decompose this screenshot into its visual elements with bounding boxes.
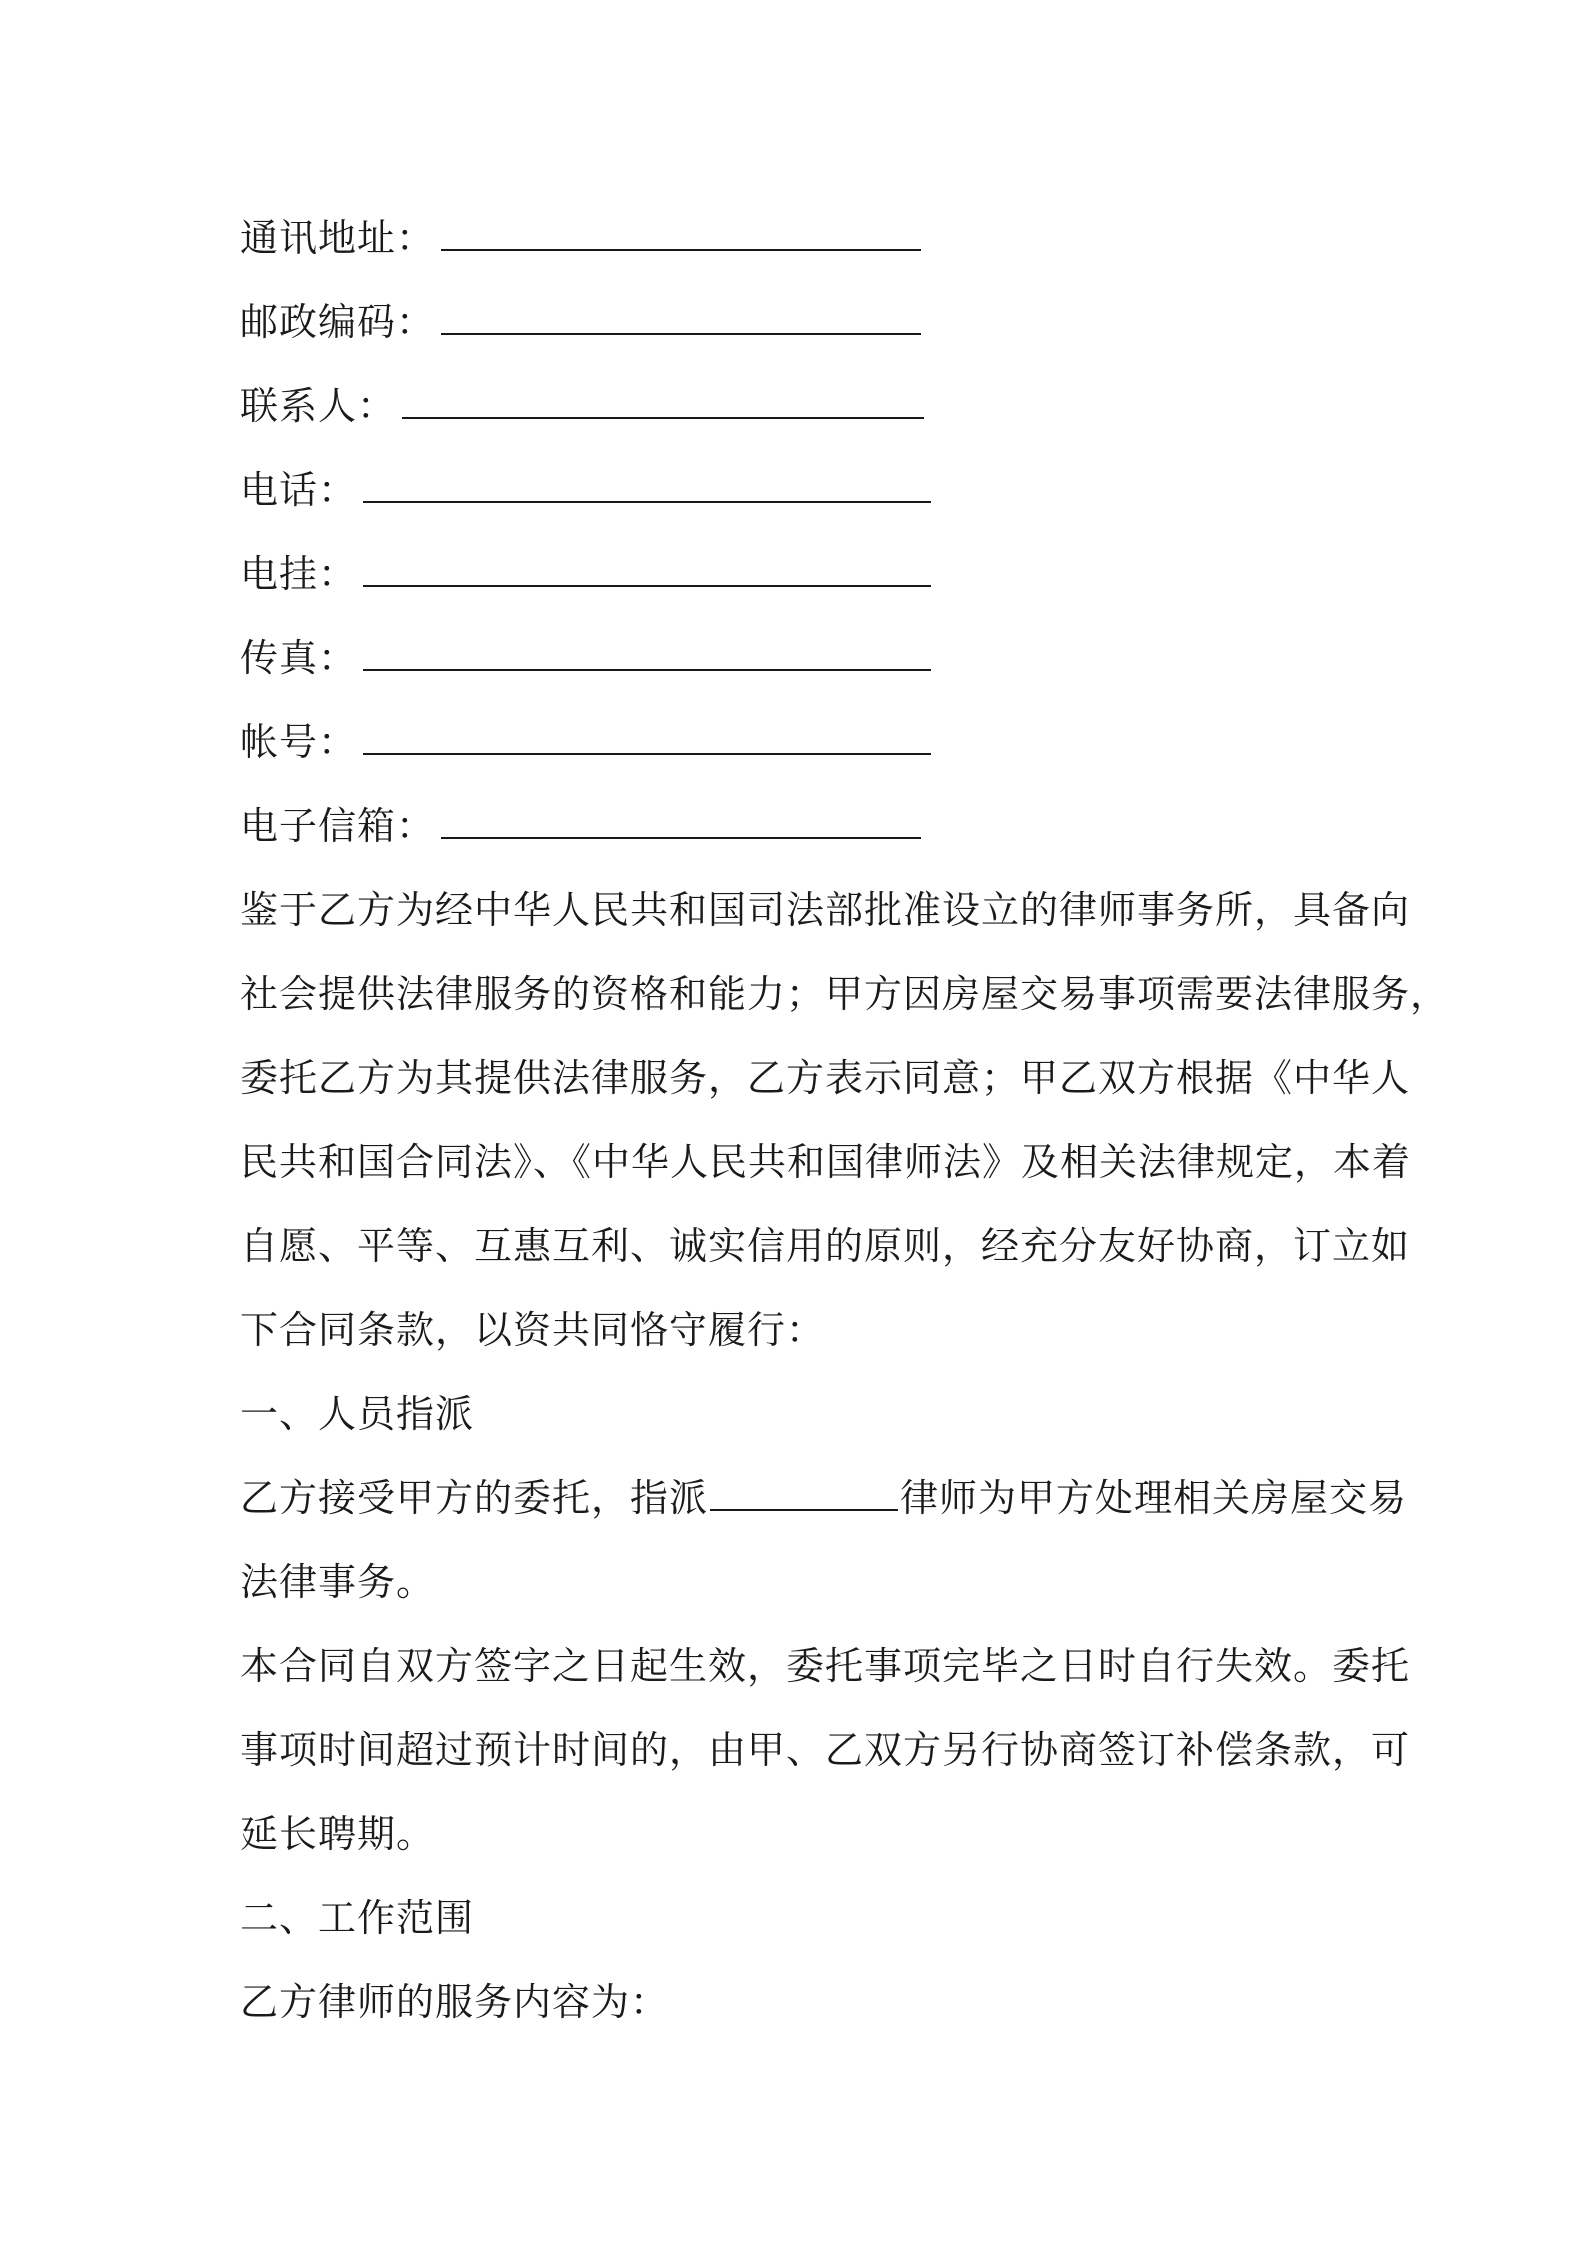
field-label: 邮政编码： <box>240 300 436 344</box>
text-line: 延长聘期。 <box>240 1812 436 1856</box>
assignment-line <box>240 1456 1408 1540</box>
field-address <box>240 196 1360 280</box>
text-line: 自愿、平等、互惠互利、诚实信用的原则，经充分友好协商，订立如 <box>240 1224 1411 1268</box>
fill-blank <box>363 501 931 503</box>
field-email <box>240 784 1360 868</box>
text-line: 下合同条款，以资共同恪守履行： <box>240 1308 826 1352</box>
text-line: 本合同自双方签字之日起生效，委托事项完毕之日时自行失效。委托 <box>240 1644 1411 1688</box>
field-label: 帐号： <box>240 720 358 764</box>
text-line: 鉴于乙方为经中华人民共和国司法部批准设立的律师事务所，具备向 <box>240 888 1411 932</box>
text-line: 事项时间超过预计时间的，由甲、乙双方另行协商签订补偿条款，可 <box>240 1728 1411 1772</box>
section-heading: 二、工作范围 <box>240 1896 475 1940</box>
fill-blank <box>363 585 931 587</box>
fill-blank <box>402 417 924 419</box>
text-line: 委托乙方为其提供法律服务，乙方表示同意；甲乙双方根据《中华人 <box>240 1056 1411 1100</box>
fill-blank <box>441 249 921 251</box>
fill-blank <box>363 753 931 755</box>
field-contact <box>240 364 1360 448</box>
lawyer-name-blank <box>710 1509 898 1511</box>
field-label: 电子信箱： <box>240 804 436 848</box>
text-line: 社会提供法律服务的资格和能力；甲方因房屋交易事项需要法律服务， <box>240 972 1450 1016</box>
field-label: 联系人： <box>240 384 397 428</box>
field-label: 通讯地址： <box>240 216 436 260</box>
text-segment: 乙方接受甲方的委托，指派 <box>240 1476 709 1520</box>
document-page <box>240 196 1450 2044</box>
term-paragraph <box>240 1624 1411 1876</box>
fill-blank <box>441 837 921 839</box>
field-postcode <box>240 280 1360 364</box>
text-line: 法律事务。 <box>240 1560 436 1604</box>
field-telegraph <box>240 532 1360 616</box>
section-heading: 一、人员指派 <box>240 1392 475 1436</box>
preamble-paragraph <box>240 868 1450 1372</box>
text-line: 乙方律师的服务内容为： <box>240 1980 670 2024</box>
field-account <box>240 700 1360 784</box>
fill-blank <box>363 669 931 671</box>
field-phone <box>240 448 1360 532</box>
text-line: 民共和国合同法》、《中华人民共和国律师法》及相关法律规定，本着 <box>240 1140 1412 1184</box>
fill-blank <box>441 333 921 335</box>
field-label: 电话： <box>240 468 358 512</box>
field-label: 传真： <box>240 636 358 680</box>
field-label: 电挂： <box>240 552 358 596</box>
field-fax <box>240 616 1360 700</box>
text-segment: 律师为甲方处理相关房屋交易 <box>900 1476 1408 1520</box>
